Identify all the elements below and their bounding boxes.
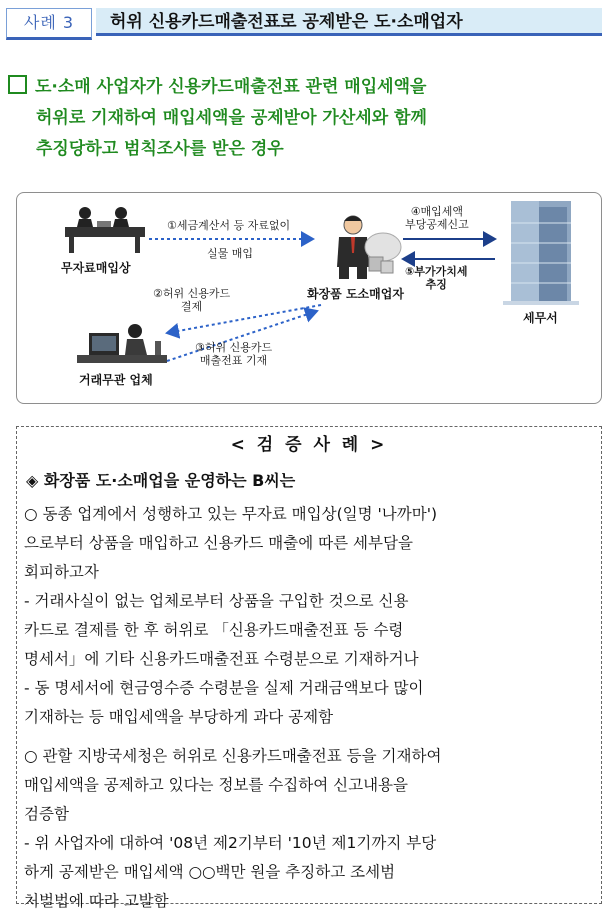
wholesaler-people-icon bbox=[65, 207, 145, 253]
case-paragraph-line: - 거래사실이 없는 업체로부터 상품을 구입한 것으로 신용 bbox=[24, 592, 409, 610]
case-paragraph-line: 매입세액을 공제하고 있다는 정보를 수집하여 신고내용을 bbox=[24, 776, 408, 794]
case-paragraph-line: 검증함 bbox=[24, 805, 69, 823]
flow-2-label: ②허위 신용카드 결제 bbox=[153, 287, 231, 313]
case-title-bar: 허위 신용카드매출전표로 공제받은 도·소매업자 bbox=[96, 8, 602, 36]
flow-4-label: ④매입세액 부당공제신고 bbox=[405, 205, 469, 231]
flow-diagram bbox=[16, 192, 602, 404]
entity-unregistered-wholesaler: 무자료매입상 bbox=[61, 261, 131, 275]
case-paragraph-line: 으로부터 상품을 매입하고 신용카드 매출에 따른 세부담을 bbox=[24, 534, 413, 552]
entity-tax-office: 세무서 bbox=[523, 311, 558, 325]
inspection-case-title: < 검 증 사 례 > bbox=[230, 435, 388, 455]
summary-line-3: 추징당하고 범칙조사를 받은 경우 bbox=[36, 139, 284, 159]
case-intro: ◈ 화장품 도·소매업을 운영하는 B씨는 bbox=[26, 471, 296, 490]
case-paragraph-line: 카드로 결제를 한 후 허위로 「신용카드매출전표 등 수령 bbox=[24, 621, 404, 639]
case-paragraph-line: ○ 관할 지방국세청은 허위로 신용카드매출전표 등을 기재하여 bbox=[24, 747, 442, 765]
summary-line-1: 도·소매 사업자가 신용카드매출전표 관련 매입세액을 bbox=[35, 77, 427, 97]
case-body bbox=[24, 500, 598, 916]
case-paragraph-line: - 위 사업자에 대하여 '08년 제2기부터 '10년 제1기까지 부당 bbox=[24, 834, 437, 852]
computer-worker-icon bbox=[77, 324, 167, 363]
case-summary bbox=[8, 72, 606, 165]
case-paragraph-line: ○ 동종 업계에서 성행하고 있는 무자료 매입상(일명 '나까마') bbox=[24, 505, 438, 523]
case-paragraph-line: 기재하는 등 매입세액을 부당하게 과다 공제함 bbox=[24, 708, 334, 726]
entity-cosmetics-dealer: 화장품 도소매업자 bbox=[307, 287, 404, 301]
case-number-label: 사례 3 bbox=[6, 8, 92, 40]
summary-line-2: 허위로 기재하여 매입세액을 공제받아 가산세와 함께 bbox=[36, 108, 427, 128]
entity-no-trade-company: 거래무관 업체 bbox=[79, 373, 153, 387]
flow-1-label-2: 실물 매입 bbox=[207, 247, 254, 260]
checkbox-bullet-icon bbox=[8, 75, 27, 94]
cosmetics-dealer-icon bbox=[337, 216, 401, 279]
case-paragraph-line: 회피하고자 bbox=[24, 563, 99, 581]
case-paragraph-line: - 동 명세서에 현금영수증 수령분을 실제 거래금액보다 많이 bbox=[24, 679, 424, 697]
case-paragraph-line: 처벌법에 따라 고발함 bbox=[24, 892, 169, 910]
case-paragraph-line: 하게 공제받은 매입세액 ○○백만 원을 추징하고 조세범 bbox=[24, 863, 396, 881]
case-paragraph-line: 명세서」에 기타 신용카드매출전표 수령분으로 기재하거나 bbox=[24, 650, 419, 668]
tax-office-building-icon bbox=[503, 201, 579, 305]
flow-3-label: ③허위 신용카드 매출전표 기재 bbox=[195, 341, 273, 367]
flow-1-label: ①세금계산서 등 자료없이 bbox=[167, 219, 291, 232]
flow-5-label: ⑤부가가치세 추징 bbox=[405, 265, 468, 291]
